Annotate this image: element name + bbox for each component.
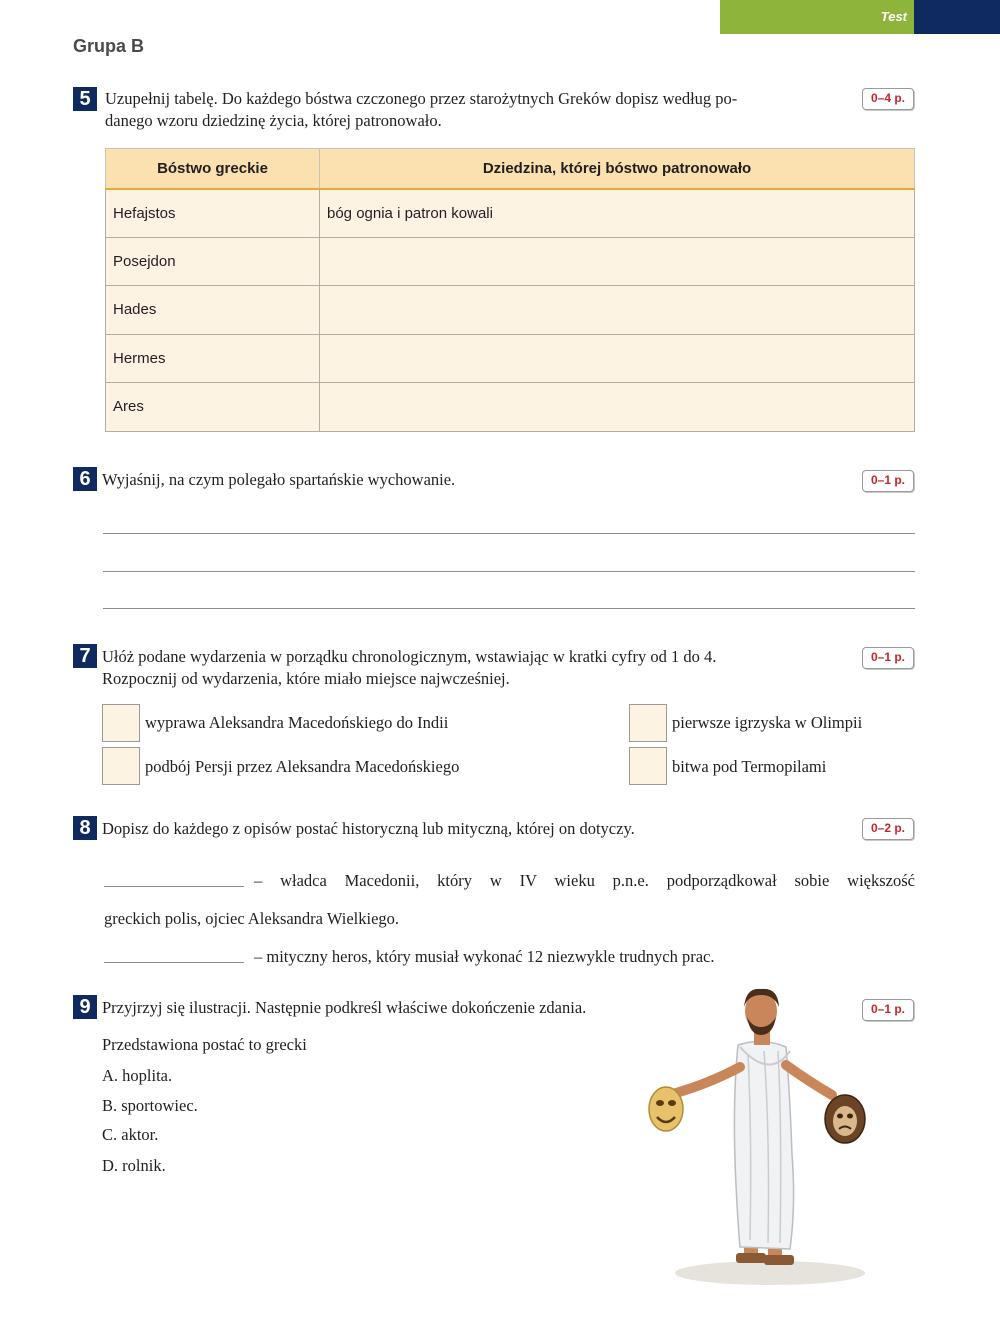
domain-answer-cell[interactable] — [320, 286, 915, 335]
task8-description-1-line1: – władca Macedonii, który w IV wieku p.n.e. podporządkował sobie większość — [254, 871, 915, 890]
task8-description-1-line2: greckich polis, ojciec Aleksandra Wielkiego. — [104, 909, 400, 928]
task6-points-badge: 0–1 p. — [862, 470, 914, 492]
tragedy-mask — [825, 1095, 865, 1143]
table-row — [106, 237, 915, 286]
table-header-row — [106, 149, 915, 189]
deity-cell: Hefajstos — [106, 189, 320, 238]
answer-blank-2[interactable] — [104, 962, 244, 963]
table-row — [106, 334, 915, 383]
table-row — [106, 383, 915, 432]
header-navy-bar — [914, 0, 1000, 34]
answer-line[interactable] — [103, 608, 915, 609]
event-label-1: wyprawa Aleksandra Macedońskiego do Indii — [145, 713, 449, 732]
robe — [734, 1041, 793, 1249]
domain-answer-cell[interactable] — [320, 334, 915, 383]
task9-points-badge: 0–1 p. — [862, 999, 914, 1021]
domain-answer-cell[interactable] — [320, 383, 915, 432]
order-box-event-4[interactable] — [629, 747, 667, 785]
arm-left — [676, 1067, 740, 1093]
answer-blank-1[interactable] — [104, 886, 244, 887]
task-number-6: 6 — [73, 467, 97, 491]
order-box-event-1[interactable] — [102, 704, 140, 742]
answer-line[interactable] — [103, 533, 915, 534]
task-number-7: 7 — [73, 644, 97, 668]
task9-instruction: Przyjrzyj się ilustracji. Następnie podkreśl właściwe dokończenie zdania. — [102, 998, 587, 1017]
option-d[interactable]: D. rolnik. — [102, 1156, 166, 1175]
task8-instruction: Dopisz do każdego z opisów postać historyczną lub mityczną, której on dotyczy. — [102, 819, 635, 838]
task8-points-badge: 0–2 p. — [862, 818, 914, 840]
option-c[interactable]: C. aktor. — [102, 1125, 159, 1144]
task-number-9: 9 — [73, 995, 97, 1019]
comedy-mask — [649, 1087, 683, 1131]
option-b[interactable]: B. sportowiec. — [102, 1096, 198, 1115]
deity-cell: Hermes — [106, 334, 320, 383]
option-a[interactable]: A. hoplita. — [102, 1066, 173, 1085]
deity-cell: Ares — [106, 383, 320, 432]
task-number-5: 5 — [73, 87, 97, 111]
task7-points-badge: 0–1 p. — [862, 647, 914, 669]
task8-description-2: – mityczny heros, który musiał wykonać 12 niezwykle trudnych prac. — [254, 947, 715, 966]
task7-instruction-line2: Rozpocznij od wydarzenia, które miało miejsce najwcześniej. — [102, 669, 510, 688]
task5-instruction-line1: Uzupełnij tabelę. Do każdego bóstwa czczonego przez starożytnych Greków dopisz według po- — [105, 89, 738, 108]
group-title: Grupa B — [73, 36, 145, 56]
arm-right — [786, 1065, 832, 1095]
deity-cell: Posejdon — [106, 237, 320, 286]
task9-stem: Przedstawiona postać to grecki — [102, 1035, 307, 1054]
task6-instruction: Wyjaśnij, na czym polegało spartańskie wychowanie. — [102, 470, 456, 489]
table-header-domain: Dziedzina, której bóstwo patronowało — [320, 149, 915, 189]
deity-cell: Hades — [106, 286, 320, 335]
order-box-event-2[interactable] — [629, 704, 667, 742]
table-header-deity: Bóstwo greckie — [106, 149, 320, 189]
domain-cell: bóg ognia i patron kowali — [320, 189, 915, 238]
order-box-event-3[interactable] — [102, 747, 140, 785]
event-label-2: pierwsze igrzyska w Olimpii — [672, 713, 863, 732]
domain-answer-cell[interactable] — [320, 237, 915, 286]
task5-points-badge: 0–4 p. — [862, 88, 914, 110]
event-label-4: bitwa pod Termopilami — [672, 757, 827, 776]
deities-table — [105, 148, 915, 432]
task-number-8: 8 — [73, 816, 97, 840]
task5-instruction-line2: danego wzoru dziedzinę życia, której patronowało. — [105, 111, 442, 130]
task7-instruction-line1: Ułóż podane wydarzenia w porządku chronologicznym, wstawiając w kratki cyfry od 1 do 4. — [102, 647, 717, 666]
section-label: Test — [880, 9, 907, 24]
answer-line[interactable] — [103, 571, 915, 572]
sandal-right — [764, 1255, 794, 1265]
table-row — [106, 286, 915, 335]
table-row — [106, 189, 915, 238]
greek-actor-illustration — [640, 985, 875, 1290]
sandal-left — [736, 1253, 766, 1263]
event-label-3: podbój Persji przez Aleksandra Macedońskiego — [145, 757, 460, 776]
